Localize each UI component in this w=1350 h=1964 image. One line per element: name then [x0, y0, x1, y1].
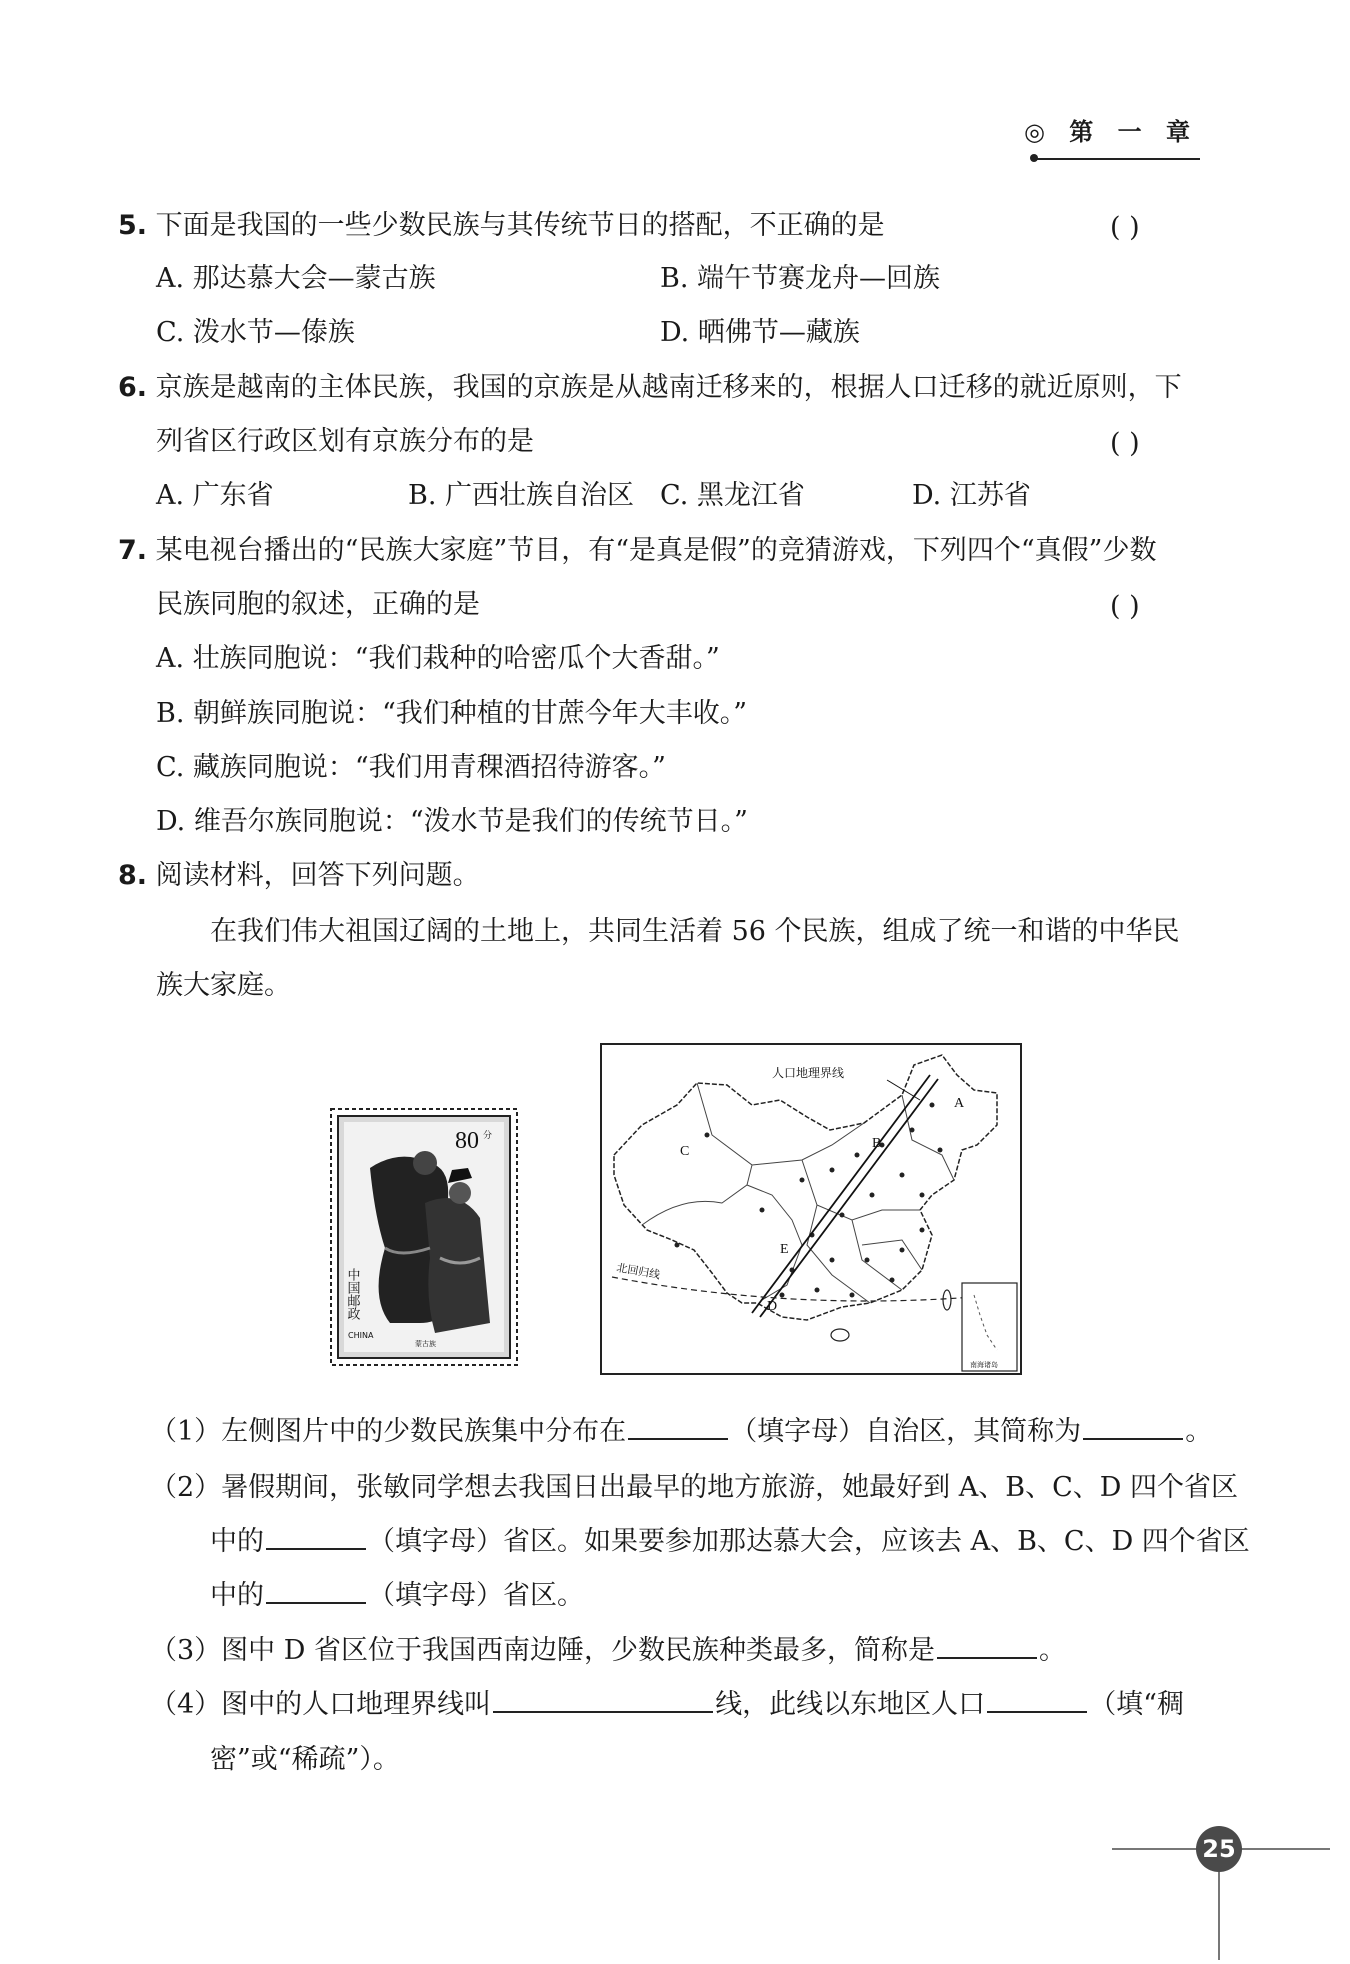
- q5-option-c[interactable]: C. 泼水节—傣族: [156, 317, 355, 348]
- q7-answer-paren[interactable]: ( ): [1110, 591, 1140, 622]
- q8-sub3-blank[interactable]: [937, 1656, 1037, 1659]
- q8-sub3-text-b: 。: [1039, 1635, 1066, 1666]
- q8-sub4-blank-2[interactable]: [987, 1710, 1087, 1713]
- map-letter-d: D: [767, 1299, 778, 1314]
- stamp-value: 80: [455, 1128, 479, 1154]
- q5-stem-line: [118, 212, 885, 239]
- q8-sub1: [150, 1418, 1212, 1445]
- q5-number: 5.: [118, 210, 148, 241]
- province-boundary: [642, 1185, 802, 1300]
- q5-stem: 下面是我国的一些少数民族与其传统节日的搭配，不正确的是: [155, 210, 885, 241]
- q6-stem-line1: [118, 374, 1182, 401]
- q5-option-a[interactable]: A. 那达慕大会—蒙古族: [156, 263, 436, 294]
- q8-sub4-text-b: 线，此线以东地区人口: [715, 1689, 986, 1720]
- q6-option-b[interactable]: B. 广西壮族自治区: [408, 480, 635, 511]
- province-boundary: [862, 1240, 922, 1270]
- q8-material-2: 族大家庭。: [156, 970, 291, 1001]
- page-number-rule-vertical: [1218, 1870, 1220, 1960]
- province-boundary: [802, 1160, 920, 1220]
- q8-number: 8.: [118, 860, 148, 891]
- q8-sub2-text-d: 中的: [210, 1580, 264, 1611]
- q8-sub4-line1: [150, 1691, 1184, 1718]
- q6-option-c[interactable]: C. 黑龙江省: [660, 480, 805, 511]
- q6-stem-2: 列省区行政区划有京族分布的是: [156, 426, 534, 457]
- province-boundary: [902, 1095, 954, 1180]
- mongolian-stamp-image: [330, 1108, 518, 1366]
- city-dots: [675, 1103, 943, 1298]
- q6-option-d[interactable]: D. 江苏省: [912, 480, 1031, 511]
- stamp-post-label: 中国邮政: [344, 1268, 360, 1320]
- map-letter-e: E: [780, 1242, 789, 1257]
- q8-sub2-text-b: 中的: [210, 1526, 264, 1557]
- q8-sub4-line2: 密”或“稀疏”）。: [210, 1744, 400, 1775]
- q5-answer-paren[interactable]: ( ): [1110, 212, 1140, 243]
- q8-sub1-text-c: 。: [1185, 1416, 1213, 1447]
- q8-sub3: [150, 1637, 1066, 1664]
- q7-option-b[interactable]: B. 朝鲜族同胞说：“我们种植的甘蔗今年大丰收。”: [156, 698, 748, 729]
- q8-sub1-blank-2[interactable]: [1083, 1437, 1183, 1440]
- chapter-header: ◎ 第 一 章: [1023, 118, 1198, 146]
- line-label-leader: [887, 1080, 920, 1100]
- q7-stem-2: 民族同胞的叙述，正确的是: [156, 589, 480, 620]
- province-boundary: [752, 1123, 864, 1165]
- q8-sub2-line3: [210, 1582, 584, 1609]
- hainan-island: [831, 1329, 849, 1341]
- q7-number: 7.: [118, 535, 148, 566]
- q6-option-a[interactable]: A. 广东省: [156, 480, 274, 511]
- map-letter-c: C: [680, 1144, 690, 1159]
- q7-option-a[interactable]: A. 壮族同胞说：“我们栽种的哈密瓜个大香甜。”: [156, 643, 720, 674]
- q8-sub4-blank-1[interactable]: [493, 1710, 713, 1713]
- china-map: [600, 1043, 1022, 1375]
- q8-sub2-line2: [210, 1528, 1250, 1555]
- q5-option-d[interactable]: D. 晒佛节—藏族: [660, 317, 860, 348]
- q6-stem-1: 京族是越南的主体民族，我国的京族是从越南迁移来的，根据人口迁移的就近原则，下: [155, 372, 1182, 403]
- q8-sub1-text-b: （填字母）自治区，其简称为: [730, 1416, 1082, 1447]
- q6-number: 6.: [118, 372, 148, 403]
- q5-option-b[interactable]: B. 端午节赛龙舟—回族: [660, 263, 941, 294]
- q8-sub4-text-c: （填“稠: [1089, 1689, 1184, 1720]
- province-boundary: [852, 1220, 902, 1290]
- q8-sub1-blank-1[interactable]: [628, 1437, 728, 1440]
- china-outline: [614, 1055, 997, 1320]
- q8-stem: 阅读材料，回答下列问题。: [155, 860, 480, 891]
- q8-sub2-blank-1[interactable]: [266, 1547, 366, 1550]
- map-letter-b: B: [872, 1136, 882, 1151]
- q8-sub4-text-a: （4）图中的人口地理界线叫: [150, 1689, 492, 1720]
- q7-stem-line1: [118, 537, 1156, 564]
- page-number: 25: [1196, 1826, 1242, 1872]
- taiwan-island: [943, 1290, 951, 1310]
- q8-sub2-text-e: （填字母）省区。: [368, 1580, 584, 1611]
- q8-stem-line: [118, 862, 480, 889]
- q7-option-d[interactable]: D. 维吾尔族同胞说：“泼水节是我们的传统节日。”: [156, 806, 748, 837]
- population-line-label: 人口地理界线: [772, 1066, 845, 1080]
- q7-option-c[interactable]: C. 藏族同胞说：“我们用青稞酒招待游客。”: [156, 752, 666, 783]
- tropic-of-cancer: [612, 1277, 997, 1301]
- q7-stem-1: 某电视台播出的“民族大家庭”节目，有“是真是假”的竞猜游戏，下列四个“真假”少数: [155, 535, 1157, 566]
- south-china-sea-inset: [962, 1283, 1017, 1371]
- q8-sub3-text-a: （3）图中 D 省区位于我国西南边陲，少数民族种类最多，简称是: [150, 1635, 935, 1666]
- q8-sub2-line1: （2）暑假期间，张敏同学想去我国日出最早的地方旅游，她最好到 A、B、C、D 四个省区: [150, 1472, 1238, 1503]
- q8-material-1: 在我们伟大祖国辽阔的土地上，共同生活着 56 个民族，组成了统一和谐的中华民: [210, 916, 1180, 947]
- q8-sub1-text-a: （1）左侧图片中的少数民族集中分布在: [150, 1416, 627, 1447]
- map-letter-a: A: [954, 1096, 965, 1111]
- inset-label: 南海诸岛: [970, 1361, 998, 1369]
- stamp-country: CHINA: [348, 1331, 374, 1340]
- q6-answer-paren[interactable]: ( ): [1110, 428, 1140, 459]
- header-rule: [1035, 158, 1200, 160]
- q8-sub2-text-c: （填字母）省区。如果要参加那达慕大会，应该去 A、B、C、D 四个省区: [368, 1526, 1250, 1557]
- stamp-unit: 分: [483, 1131, 493, 1141]
- population-line-1: [752, 1075, 930, 1313]
- stamp-caption: 蒙古族: [415, 1340, 436, 1348]
- q8-sub2-blank-2[interactable]: [266, 1601, 366, 1604]
- tropic-label: 北回归线: [615, 1261, 662, 1282]
